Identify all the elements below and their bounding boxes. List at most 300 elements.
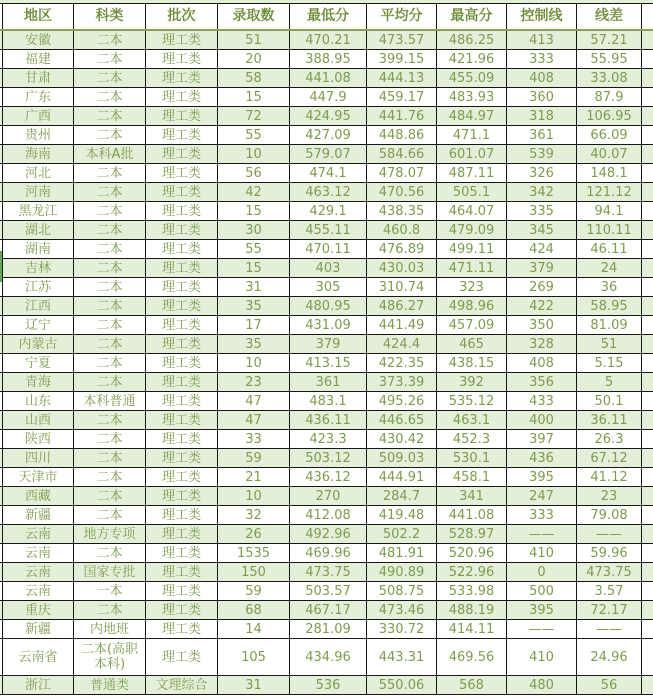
cell-batch: 理工类 bbox=[145, 278, 217, 296]
table-row bbox=[0, 373, 653, 392]
cell-min-score: 305 bbox=[289, 278, 366, 296]
cell-batch: 理工类 bbox=[145, 525, 217, 543]
cell-avg-score: 430.42 bbox=[366, 430, 436, 448]
cell-score-diff: 79.08 bbox=[576, 506, 642, 524]
cell-control-line: 360 bbox=[506, 88, 576, 106]
cell-category: 二本 bbox=[73, 259, 145, 277]
cell-count: 15 bbox=[217, 88, 289, 106]
cell-region: 山西 bbox=[2, 411, 73, 429]
cell-category: 二本 bbox=[73, 354, 145, 372]
cell-max-score: 520.96 bbox=[436, 544, 506, 562]
row-gutter-right bbox=[642, 259, 653, 277]
table-row bbox=[0, 449, 653, 468]
cell-control-line: 408 bbox=[506, 354, 576, 372]
cell-avg-score: 490.89 bbox=[366, 563, 436, 581]
cell-score-diff: 58.95 bbox=[576, 297, 642, 315]
cell-max-score: 464.07 bbox=[436, 202, 506, 220]
cell-category: 二本 bbox=[73, 487, 145, 505]
table-row bbox=[0, 31, 653, 50]
cell-avg-score: 444.91 bbox=[366, 468, 436, 486]
cell-max-score: 568 bbox=[436, 676, 506, 694]
table-row bbox=[0, 411, 653, 430]
cell-control-line: 318 bbox=[506, 107, 576, 125]
cell-region: 河北 bbox=[2, 164, 73, 182]
cell-min-score: 413.15 bbox=[289, 354, 366, 372]
cell-score-diff: 94.1 bbox=[576, 202, 642, 220]
cell-avg-score: 330.72 bbox=[366, 620, 436, 638]
cell-avg-score: 438.35 bbox=[366, 202, 436, 220]
table-row bbox=[0, 183, 653, 202]
cell-region: 湖南 bbox=[2, 240, 73, 258]
row-gutter-right bbox=[642, 620, 653, 638]
cell-count: 17 bbox=[217, 316, 289, 334]
cell-max-score: 458.1 bbox=[436, 468, 506, 486]
cell-avg-score: 459.17 bbox=[366, 88, 436, 106]
row-gutter-right bbox=[642, 601, 653, 619]
cell-score-diff: 81.09 bbox=[576, 316, 642, 334]
row-gutter-right bbox=[642, 50, 653, 68]
cell-control-line: 433 bbox=[506, 392, 576, 410]
cell-batch: 理工类 bbox=[145, 50, 217, 68]
cell-control-line: 247 bbox=[506, 487, 576, 505]
row-gutter-right bbox=[642, 107, 653, 125]
row-gutter-right bbox=[642, 430, 653, 448]
cell-region: 浙江 bbox=[2, 676, 73, 694]
table-row bbox=[0, 563, 653, 582]
cell-count: 30 bbox=[217, 221, 289, 239]
cell-region: 内蒙古 bbox=[2, 335, 73, 353]
cell-avg-score: 284.7 bbox=[366, 487, 436, 505]
cell-count: 35 bbox=[217, 297, 289, 315]
cell-batch: 理工类 bbox=[145, 544, 217, 562]
table-row bbox=[0, 430, 653, 449]
cell-control-line: 500 bbox=[506, 582, 576, 600]
cell-count: 51 bbox=[217, 31, 289, 49]
cell-max-score: 457.09 bbox=[436, 316, 506, 334]
cell-batch: 理工类 bbox=[145, 335, 217, 353]
cell-category: 二本 bbox=[73, 278, 145, 296]
cell-category: 二本 bbox=[73, 449, 145, 467]
cell-avg-score: 481.91 bbox=[366, 544, 436, 562]
cell-batch: 理工类 bbox=[145, 107, 217, 125]
cell-category: 本科普通 bbox=[73, 392, 145, 410]
column-header-min-score: 最低分 bbox=[289, 4, 366, 29]
cell-region: 辽宁 bbox=[2, 316, 73, 334]
cell-avg-score: 550.06 bbox=[366, 676, 436, 694]
cell-category: 普通类 bbox=[73, 676, 145, 694]
cell-min-score: 429.1 bbox=[289, 202, 366, 220]
cell-category: 二本 bbox=[73, 50, 145, 68]
cell-max-score: 438.15 bbox=[436, 354, 506, 372]
cell-count: 32 bbox=[217, 506, 289, 524]
cell-count: 23 bbox=[217, 373, 289, 391]
cell-control-line: 379 bbox=[506, 259, 576, 277]
cell-category: 一本 bbox=[73, 582, 145, 600]
cell-control-line: 335 bbox=[506, 202, 576, 220]
cell-avg-score: 470.56 bbox=[366, 183, 436, 201]
cell-control-line: 424 bbox=[506, 240, 576, 258]
row-gutter-right bbox=[642, 221, 653, 239]
table-row bbox=[0, 582, 653, 601]
cell-max-score: 414.11 bbox=[436, 620, 506, 638]
cell-batch: 理工类 bbox=[145, 88, 217, 106]
cell-count: 72 bbox=[217, 107, 289, 125]
cell-max-score: 522.96 bbox=[436, 563, 506, 581]
cell-control-line: —— bbox=[506, 525, 576, 543]
cell-category: 内地班 bbox=[73, 620, 145, 638]
row-gutter-right bbox=[642, 297, 653, 315]
row-gutter-right bbox=[642, 164, 653, 182]
cell-region: 安徽 bbox=[2, 31, 73, 49]
column-header-category: 科类 bbox=[73, 4, 145, 29]
cell-batch: 理工类 bbox=[145, 449, 217, 467]
row-gutter-right bbox=[642, 639, 653, 675]
cell-avg-score: 422.35 bbox=[366, 354, 436, 372]
cell-region: 西藏 bbox=[2, 487, 73, 505]
table-row bbox=[0, 676, 653, 695]
column-header-avg-score: 平均分 bbox=[366, 4, 436, 29]
row-gutter-right bbox=[642, 676, 653, 694]
cell-max-score: 530.1 bbox=[436, 449, 506, 467]
cell-batch: 理工类 bbox=[145, 430, 217, 448]
table-row bbox=[0, 240, 653, 259]
cell-control-line: 342 bbox=[506, 183, 576, 201]
cell-batch: 理工类 bbox=[145, 126, 217, 144]
row-gutter-right bbox=[642, 392, 653, 410]
cell-avg-score: 399.15 bbox=[366, 50, 436, 68]
row-gutter-right bbox=[642, 449, 653, 467]
table-row bbox=[0, 354, 653, 373]
row-gutter-right bbox=[642, 563, 653, 581]
cell-category: 二本 bbox=[73, 183, 145, 201]
cell-score-diff: —— bbox=[576, 620, 642, 638]
cell-batch: 理工类 bbox=[145, 259, 217, 277]
cell-avg-score: 310.74 bbox=[366, 278, 436, 296]
table-row bbox=[0, 164, 653, 183]
cell-avg-score: 473.57 bbox=[366, 31, 436, 49]
table-row bbox=[0, 107, 653, 126]
cell-max-score: 323 bbox=[436, 278, 506, 296]
cell-count: 1535 bbox=[217, 544, 289, 562]
cell-score-diff: —— bbox=[576, 525, 642, 543]
cell-score-diff: 50.1 bbox=[576, 392, 642, 410]
cell-region: 广西 bbox=[2, 107, 73, 125]
cell-min-score: 503.12 bbox=[289, 449, 366, 467]
cell-avg-score: 502.2 bbox=[366, 525, 436, 543]
cell-score-diff: 473.75 bbox=[576, 563, 642, 581]
table-row bbox=[0, 620, 653, 639]
cell-region: 广东 bbox=[2, 88, 73, 106]
cell-count: 10 bbox=[217, 354, 289, 372]
column-header-region: 地区 bbox=[2, 4, 73, 29]
cell-control-line: 395 bbox=[506, 601, 576, 619]
cell-max-score: 488.19 bbox=[436, 601, 506, 619]
cell-avg-score: 486.27 bbox=[366, 297, 436, 315]
cell-control-line: 345 bbox=[506, 221, 576, 239]
cell-score-diff: 23 bbox=[576, 487, 642, 505]
cell-min-score: 469.96 bbox=[289, 544, 366, 562]
row-gutter-right bbox=[642, 183, 653, 201]
cell-batch: 理工类 bbox=[145, 164, 217, 182]
cell-control-line: 361 bbox=[506, 126, 576, 144]
cell-region: 湖北 bbox=[2, 221, 73, 239]
cell-max-score: 421.96 bbox=[436, 50, 506, 68]
row-gutter-right bbox=[642, 69, 653, 87]
row-gutter-right bbox=[642, 202, 653, 220]
cell-max-score: 483.93 bbox=[436, 88, 506, 106]
cell-min-score: 281.09 bbox=[289, 620, 366, 638]
row-gutter-right bbox=[642, 506, 653, 524]
cell-region: 重庆 bbox=[2, 601, 73, 619]
cell-count: 56 bbox=[217, 164, 289, 182]
cell-avg-score: 446.65 bbox=[366, 411, 436, 429]
cell-category: 二本 bbox=[73, 31, 145, 49]
cell-min-score: 431.09 bbox=[289, 316, 366, 334]
cell-min-score: 492.96 bbox=[289, 525, 366, 543]
cell-count: 20 bbox=[217, 50, 289, 68]
cell-min-score: 474.1 bbox=[289, 164, 366, 182]
cell-control-line: 410 bbox=[506, 544, 576, 562]
cell-count: 59 bbox=[217, 582, 289, 600]
cell-score-diff: 36.11 bbox=[576, 411, 642, 429]
cell-count: 31 bbox=[217, 278, 289, 296]
cell-category: 二本 bbox=[73, 202, 145, 220]
table-row bbox=[0, 506, 653, 525]
cell-score-diff: 72.17 bbox=[576, 601, 642, 619]
row-gutter-right bbox=[642, 544, 653, 562]
cell-count: 14 bbox=[217, 620, 289, 638]
cell-min-score: 270 bbox=[289, 487, 366, 505]
cell-region: 云南 bbox=[2, 544, 73, 562]
cell-score-diff: 26.3 bbox=[576, 430, 642, 448]
table-row bbox=[0, 88, 653, 107]
column-header-max-score: 最高分 bbox=[436, 4, 506, 29]
cell-max-score: 533.98 bbox=[436, 582, 506, 600]
cell-score-diff: 51 bbox=[576, 335, 642, 353]
cell-batch: 理工类 bbox=[145, 639, 217, 675]
cell-max-score: 471.11 bbox=[436, 259, 506, 277]
cell-category: 二本 bbox=[73, 506, 145, 524]
cell-region: 宁夏 bbox=[2, 354, 73, 372]
row-gutter-right bbox=[642, 316, 653, 334]
cell-min-score: 361 bbox=[289, 373, 366, 391]
cell-category: 二本 bbox=[73, 107, 145, 125]
cell-score-diff: 106.95 bbox=[576, 107, 642, 125]
cell-batch: 理工类 bbox=[145, 373, 217, 391]
cell-control-line: 328 bbox=[506, 335, 576, 353]
cell-max-score: 471.1 bbox=[436, 126, 506, 144]
cell-batch: 理工类 bbox=[145, 145, 217, 163]
row-gutter-right bbox=[642, 278, 653, 296]
cell-category: 二本 bbox=[73, 544, 145, 562]
cell-control-line: 356 bbox=[506, 373, 576, 391]
cell-region: 河南 bbox=[2, 183, 73, 201]
cell-min-score: 441.08 bbox=[289, 69, 366, 87]
cell-control-line: 350 bbox=[506, 316, 576, 334]
cell-batch: 文理综合 bbox=[145, 676, 217, 694]
cell-batch: 理工类 bbox=[145, 183, 217, 201]
cell-score-diff: 59.96 bbox=[576, 544, 642, 562]
cell-category: 二本 bbox=[73, 88, 145, 106]
cell-batch: 理工类 bbox=[145, 240, 217, 258]
cell-min-score: 403 bbox=[289, 259, 366, 277]
cell-max-score: 469.56 bbox=[436, 639, 506, 675]
cell-count: 26 bbox=[217, 525, 289, 543]
cell-count: 58 bbox=[217, 69, 289, 87]
cell-count: 47 bbox=[217, 392, 289, 410]
cell-max-score: 452.3 bbox=[436, 430, 506, 448]
cell-batch: 理工类 bbox=[145, 487, 217, 505]
cell-count: 10 bbox=[217, 487, 289, 505]
column-header-control-line: 控制线 bbox=[506, 4, 576, 29]
cell-min-score: 470.11 bbox=[289, 240, 366, 258]
cell-min-score: 473.75 bbox=[289, 563, 366, 581]
table-row bbox=[0, 335, 653, 354]
table-row bbox=[0, 639, 653, 676]
cell-batch: 理工类 bbox=[145, 468, 217, 486]
cell-score-diff: 110.11 bbox=[576, 221, 642, 239]
cell-region: 贵州 bbox=[2, 126, 73, 144]
cell-category: 二本(高职本科) bbox=[73, 639, 145, 675]
cell-control-line: 436 bbox=[506, 449, 576, 467]
cell-region: 天津市 bbox=[2, 468, 73, 486]
cell-region: 福建 bbox=[2, 50, 73, 68]
cell-min-score: 503.57 bbox=[289, 582, 366, 600]
cell-score-diff: 41.12 bbox=[576, 468, 642, 486]
row-gutter-right bbox=[642, 411, 653, 429]
cell-count: 105 bbox=[217, 639, 289, 675]
cell-min-score: 434.96 bbox=[289, 639, 366, 675]
cell-category: 二本 bbox=[73, 411, 145, 429]
cell-region: 青海 bbox=[2, 373, 73, 391]
cell-region: 黑龙江 bbox=[2, 202, 73, 220]
cell-min-score: 467.17 bbox=[289, 601, 366, 619]
row-gutter-right bbox=[642, 126, 653, 144]
cell-batch: 理工类 bbox=[145, 221, 217, 239]
cell-region: 新疆 bbox=[2, 620, 73, 638]
cell-region: 吉林 bbox=[2, 259, 73, 277]
cell-min-score: 447.9 bbox=[289, 88, 366, 106]
cell-category: 二本 bbox=[73, 316, 145, 334]
table-header-row bbox=[0, 3, 653, 31]
cell-batch: 理工类 bbox=[145, 392, 217, 410]
cell-score-diff: 66.09 bbox=[576, 126, 642, 144]
cell-batch: 理工类 bbox=[145, 563, 217, 581]
table-row bbox=[0, 202, 653, 221]
cell-score-diff: 3.57 bbox=[576, 582, 642, 600]
cell-max-score: 392 bbox=[436, 373, 506, 391]
row-gutter-right bbox=[642, 240, 653, 258]
cell-max-score: 463.1 bbox=[436, 411, 506, 429]
cell-score-diff: 24 bbox=[576, 259, 642, 277]
cell-min-score: 536 bbox=[289, 676, 366, 694]
cell-max-score: 528.97 bbox=[436, 525, 506, 543]
cell-avg-score: 460.8 bbox=[366, 221, 436, 239]
cell-count: 10 bbox=[217, 145, 289, 163]
cell-count: 15 bbox=[217, 202, 289, 220]
row-gutter-right bbox=[642, 487, 653, 505]
cell-avg-score: 584.66 bbox=[366, 145, 436, 163]
cell-control-line: 326 bbox=[506, 164, 576, 182]
cell-avg-score: 448.86 bbox=[366, 126, 436, 144]
table-row bbox=[0, 259, 653, 278]
cell-min-score: 470.21 bbox=[289, 31, 366, 49]
cell-min-score: 412.08 bbox=[289, 506, 366, 524]
cell-category: 二本 bbox=[73, 126, 145, 144]
cell-category: 二本 bbox=[73, 430, 145, 448]
cell-control-line: 269 bbox=[506, 278, 576, 296]
cell-min-score: 455.11 bbox=[289, 221, 366, 239]
cell-min-score: 483.1 bbox=[289, 392, 366, 410]
table-row bbox=[0, 487, 653, 506]
cell-category: 二本 bbox=[73, 69, 145, 87]
cell-category: 二本 bbox=[73, 373, 145, 391]
cell-count: 150 bbox=[217, 563, 289, 581]
cell-region: 甘肃 bbox=[2, 69, 73, 87]
cell-batch: 理工类 bbox=[145, 316, 217, 334]
table-row bbox=[0, 316, 653, 335]
cell-category: 本科A批 bbox=[73, 145, 145, 163]
table-row bbox=[0, 544, 653, 563]
cell-score-diff: 40.07 bbox=[576, 145, 642, 163]
row-gutter-right bbox=[642, 354, 653, 372]
cell-control-line: 333 bbox=[506, 506, 576, 524]
cell-score-diff: 55.95 bbox=[576, 50, 642, 68]
cell-batch: 理工类 bbox=[145, 411, 217, 429]
cell-control-line: 333 bbox=[506, 50, 576, 68]
cell-control-line: —— bbox=[506, 620, 576, 638]
cell-score-diff: 87.9 bbox=[576, 88, 642, 106]
cell-category: 二本 bbox=[73, 335, 145, 353]
table-row bbox=[0, 221, 653, 240]
cell-category: 二本 bbox=[73, 468, 145, 486]
cell-max-score: 505.1 bbox=[436, 183, 506, 201]
cell-category: 二本 bbox=[73, 164, 145, 182]
cell-min-score: 379 bbox=[289, 335, 366, 353]
cell-category: 二本 bbox=[73, 297, 145, 315]
cell-region: 江苏 bbox=[2, 278, 73, 296]
cell-batch: 理工类 bbox=[145, 506, 217, 524]
cell-count: 35 bbox=[217, 335, 289, 353]
cell-max-score: 479.09 bbox=[436, 221, 506, 239]
cell-batch: 理工类 bbox=[145, 601, 217, 619]
column-header-count: 录取数 bbox=[217, 4, 289, 29]
table-row bbox=[0, 601, 653, 620]
row-gutter-right bbox=[642, 582, 653, 600]
cell-min-score: 480.95 bbox=[289, 297, 366, 315]
left-edge-selection-marker bbox=[0, 251, 2, 282]
table-row bbox=[0, 278, 653, 297]
cell-control-line: 395 bbox=[506, 468, 576, 486]
cell-min-score: 423.3 bbox=[289, 430, 366, 448]
cell-avg-score: 430.03 bbox=[366, 259, 436, 277]
cell-count: 47 bbox=[217, 411, 289, 429]
cell-score-diff: 56 bbox=[576, 676, 642, 694]
table-row bbox=[0, 525, 653, 544]
cell-category: 国家专批 bbox=[73, 563, 145, 581]
cell-avg-score: 444.13 bbox=[366, 69, 436, 87]
row-gutter-right bbox=[642, 88, 653, 106]
cell-region: 陕西 bbox=[2, 430, 73, 448]
cell-region: 山东 bbox=[2, 392, 73, 410]
cell-min-score: 579.07 bbox=[289, 145, 366, 163]
row-gutter-right bbox=[642, 525, 653, 543]
cell-avg-score: 476.89 bbox=[366, 240, 436, 258]
cell-avg-score: 478.07 bbox=[366, 164, 436, 182]
cell-count: 55 bbox=[217, 240, 289, 258]
cell-region: 海南 bbox=[2, 145, 73, 163]
cell-batch: 理工类 bbox=[145, 620, 217, 638]
